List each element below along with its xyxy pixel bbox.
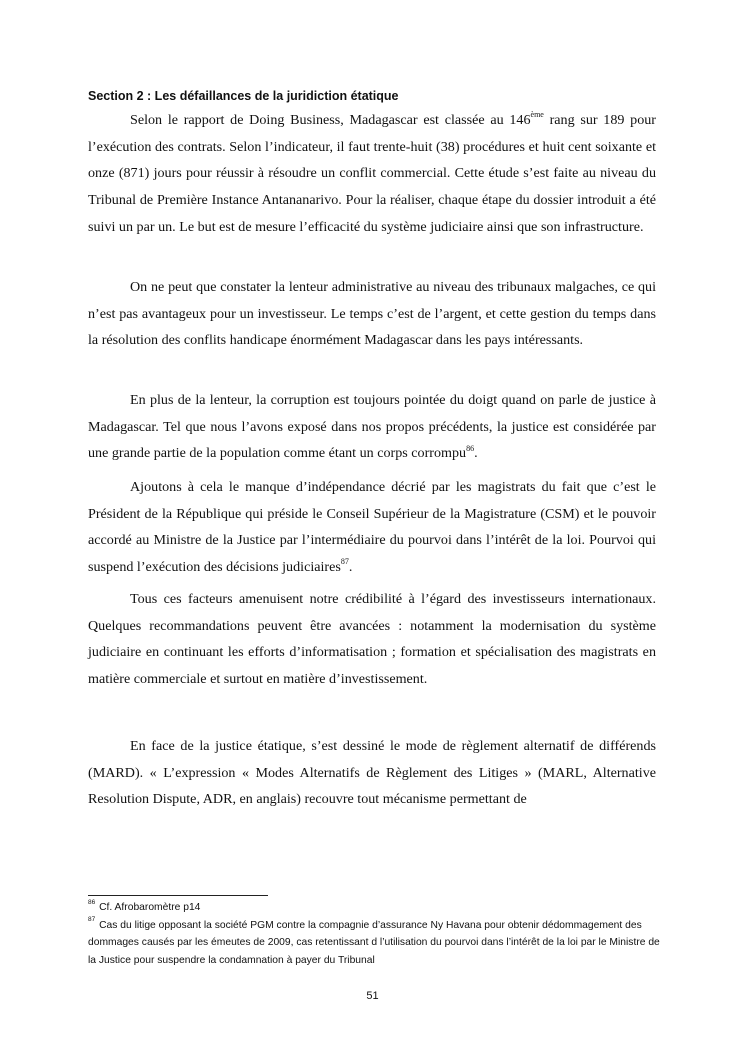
paragraph-independence (88, 474, 656, 581)
footnote-number: 86 (88, 898, 96, 906)
paragraph-doing-business (88, 107, 656, 241)
footnote-87 (88, 917, 668, 970)
page-number: 51 (366, 990, 379, 1002)
paragraph-text: Selon le rapport de Doing Business, Madagascar est classée au 146 (130, 112, 531, 128)
paragraph-end: . (474, 445, 478, 462)
footnote-ref-86[interactable]: 86 (466, 443, 475, 453)
footnote-ref-87[interactable]: 87 (340, 557, 349, 567)
paragraph-end: . (348, 559, 353, 576)
paragraph-text: Ajoutons à cela le manque d’indépendance décrié par les magistrats du fait que c’est le Président de la République qui préside le Conseil Supérieur de la Magistrature (CSM) et le pouvoir accordé au Ministre de la Justice par l’intermédiaire du pourvoi dans l’intérêt de la loi. Pourvoi qui suspend l’exécution des décisions judiciaires (88, 479, 656, 576)
paragraph-text: En plus de la lenteur, la corruption est toujours pointée du doigt quand on parle de justice à Madagascar. Tel que nous l’avons exposé dans nos propos précédents, la justice est considérée par une grande partie de la population comme étant un corps corrompu (88, 392, 656, 462)
footnote-text: Cf. Afrobaromètre p14 (99, 902, 201, 913)
superscript-rank: ème (530, 110, 544, 120)
footnote-number: 87 (88, 916, 96, 924)
footnotes (88, 899, 668, 969)
paragraph-mard: En face de la justice étatique, s’est dessiné le mode de règlement alternatif de différends (MARD). « L’expression « Modes Alternatifs de Règlement des Litiges » (MARL, Alternative Resolution Dispute, ADR, en anglais) recouvre tout mécanisme permettant de (88, 738, 656, 808)
section-heading: Section 2 : Les défaillances de la juridiction étatique (88, 89, 399, 103)
footnote-86 (88, 899, 668, 917)
paragraph-text: rang sur 189 pour l’exécution des contrats. Selon l’indicateur, il faut trente-huit (38) procédures et huit cent soixante et onze (871) jours pour réussir à résoudre un conflit commercial. Cette étude s’est faite au niveau du Tribunal de Première Instance Antananarivo. Pour la réaliser, chaque étape du dossier introduit a été suivi un par un. Le but est de mesure l’efficacité du système judiciaire ainsi que son infrastructure. (88, 112, 656, 235)
footnote-separator (88, 895, 268, 896)
footnote-text: Cas du litige opposant la société PGM contre la compagnie d’assurance Ny Havana pour obtenir dédommagement des dommages causés par les émeutes de 2009, cas retentissant d l’utilisation du pourvoi dans l’intérêt de la loi par le Ministre de la Justice pour suspendre la condamnation à payer du Tribunal (88, 919, 660, 966)
paragraph-corruption (88, 387, 656, 467)
paragraph-slowness: On ne peut que constater la lenteur administrative au niveau des tribunaux malgaches, ce qui n’est pas avantageux pour un investisseur. Le temps c’est de l’argent, et cette gestion du temps dans la résolution des conflits handicape énormément Madagascar dans les pays intéressants. (88, 279, 656, 349)
paragraph-recommendations: Tous ces facteurs amenuisent notre crédibilité à l’égard des investisseurs internationaux. Quelques recommandations peuvent être avancées : notamment la modernisation du système judiciaire en continuant les efforts d’informatisation ; formation et spécialisation des magistrats en matière commerciale et surtout en matière d’investissement. (88, 591, 656, 688)
